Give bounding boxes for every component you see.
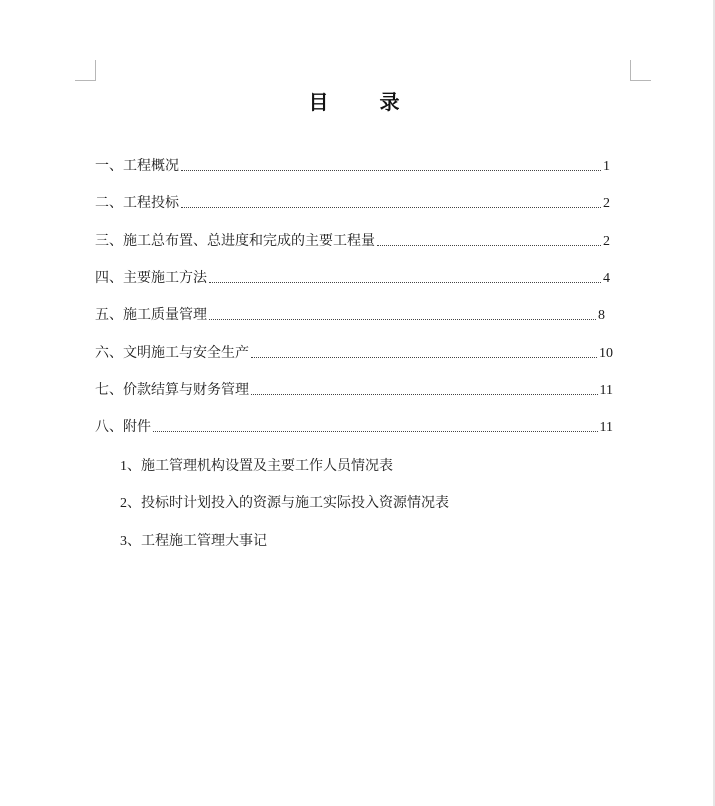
toc-entry-label: 六、文明施工与安全生产 <box>95 345 249 361</box>
dot-leader <box>251 394 598 395</box>
toc-entry-page: 2 <box>603 196 610 211</box>
toc-entry-label: 五、施工质量管理 <box>95 307 207 323</box>
toc-entry-label: 七、价款结算与财务管理 <box>95 382 249 398</box>
toc-sub-entry[interactable] <box>120 455 393 475</box>
sub-entry-text: 、施工管理机构设置及主要工作人员情况表 <box>127 458 393 474</box>
toc-entry-label: 四、主要施工方法 <box>95 270 207 286</box>
toc-entry-page: 10 <box>599 346 613 361</box>
toc-entry[interactable] <box>95 379 613 399</box>
sub-entry-number: 3 <box>120 534 127 549</box>
toc-entry-page: 8 <box>598 308 605 323</box>
dot-leader <box>181 207 601 208</box>
toc-entry[interactable] <box>95 155 610 175</box>
toc-entry[interactable] <box>95 192 610 212</box>
toc-entry[interactable] <box>95 416 613 436</box>
toc-entry-label: 二、工程投标 <box>95 195 179 211</box>
toc-sub-entry[interactable] <box>120 530 267 550</box>
toc-entry-page: 1 <box>603 159 610 174</box>
dot-leader <box>377 245 601 246</box>
dot-leader <box>181 170 601 171</box>
margin-corner-top-left <box>75 60 96 81</box>
toc-entry-label: 一、工程概况 <box>95 158 179 174</box>
dot-leader <box>153 431 598 432</box>
sub-entry-text: 、投标时计划投入的资源与施工实际投入资源情况表 <box>127 495 449 511</box>
toc-entry-label: 八、附件 <box>95 419 151 435</box>
dot-leader <box>251 357 597 358</box>
toc-entry[interactable] <box>95 342 613 362</box>
margin-corner-top-right <box>630 60 651 81</box>
toc-entry[interactable] <box>95 304 605 324</box>
toc-entry[interactable] <box>95 267 610 287</box>
sub-entry-number: 2 <box>120 496 127 511</box>
dot-leader <box>209 319 596 320</box>
toc-entry-label: 三、施工总布置、总进度和完成的主要工程量 <box>95 233 375 249</box>
toc-sub-entry[interactable] <box>120 492 449 512</box>
toc-entry-page: 4 <box>603 271 610 286</box>
toc-entry-page: 2 <box>603 234 610 249</box>
toc-entry[interactable] <box>95 230 610 250</box>
sub-entry-number: 1 <box>120 459 127 474</box>
dot-leader <box>209 282 601 283</box>
toc-entry-page: 11 <box>599 420 613 435</box>
toc-entry-page: 11 <box>599 383 613 398</box>
toc-title: 目 录 <box>308 90 422 114</box>
sub-entry-text: 、工程施工管理大事记 <box>127 533 267 549</box>
